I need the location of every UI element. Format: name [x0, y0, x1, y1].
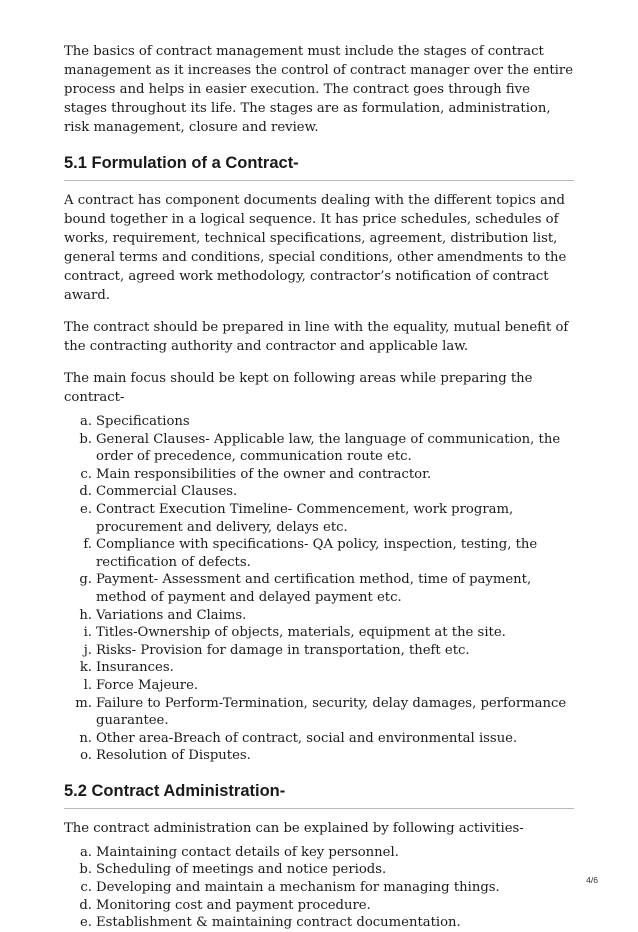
list-item — [64, 431, 574, 466]
list-item — [64, 677, 574, 695]
list-marker: l. — [83, 677, 92, 693]
list-item-text: Contract Execution Timeline- Commencement, work program, procurement and delivery, delays etc. — [96, 501, 514, 535]
administration-list — [64, 844, 574, 932]
list-item — [64, 536, 574, 571]
formulation-paragraph-3: The main focus should be kept on following areas while preparing the contract- — [64, 371, 533, 405]
list-item-text: Force Majeure. — [96, 677, 199, 693]
list-marker: f. — [83, 537, 92, 553]
list-item — [64, 642, 574, 660]
formulation-list — [64, 413, 574, 765]
list-item — [64, 624, 574, 642]
list-marker: a. — [79, 844, 92, 860]
list-marker: k. — [79, 660, 92, 676]
list-marker: i. — [83, 625, 92, 641]
document-page — [64, 42, 574, 932]
list-marker: c. — [80, 880, 92, 896]
list-item — [64, 897, 574, 915]
list-item-text: Maintaining contact details of key personnel. — [96, 844, 399, 860]
list-item-text: Specifications — [96, 414, 190, 429]
list-item — [64, 607, 574, 625]
list-marker: m. — [75, 695, 92, 711]
list-item-text: Titles-Ownership of objects, materials, equipment at the site. — [96, 625, 506, 641]
list-item-text: Scheduling of meetings and notice periods. — [96, 862, 387, 878]
list-item — [64, 730, 574, 748]
list-item — [64, 861, 574, 879]
list-marker: h. — [79, 607, 92, 623]
list-marker: c. — [80, 466, 92, 482]
section-heading-administration: 5.2 Contract Administration- — [64, 781, 574, 809]
list-item — [64, 483, 574, 501]
list-item — [64, 659, 574, 677]
list-item-text: Main responsibilities of the owner and contractor. — [96, 466, 432, 482]
list-item — [64, 413, 574, 431]
list-item-text: Resolution of Disputes. — [96, 748, 251, 764]
intro-paragraph: The basics of contract management must include the stages of contract management as it increases the control of contract manager over the entire process and helps in easier execution. The contract goes through five stages throughout its life. The stages are as formulation, administration, risk management, closure and review. — [64, 44, 573, 135]
list-marker: g. — [79, 572, 92, 588]
list-item — [64, 914, 574, 932]
administration-paragraph-1: The contract administration can be explained by following activities- — [64, 820, 524, 836]
formulation-paragraph-1: A contract has component documents dealing with the different topics and bound together in a logical sequence. It has price schedules, schedules of works, requirement, technical specifications, agreement, distribution list, general terms and conditions, special conditions, other amendments to the contract, agreed work methodology, contractor’s notification of contract award. — [64, 193, 567, 303]
list-item-text: Monitoring cost and payment procedure. — [96, 897, 371, 913]
list-marker: e. — [80, 501, 92, 517]
list-marker: d. — [79, 897, 92, 913]
list-item — [64, 695, 574, 730]
list-item — [64, 879, 574, 897]
list-marker: n. — [79, 730, 92, 746]
list-marker: j. — [83, 642, 92, 658]
list-item — [64, 466, 574, 484]
list-item-text: Establishment & maintaining contract documentation. — [96, 915, 461, 931]
list-item-text: Other area-Breach of contract, social and environmental issue. — [96, 730, 518, 746]
list-item — [64, 571, 574, 606]
list-item-text: Variations and Claims. — [96, 607, 247, 623]
list-item-text: Insurances. — [96, 660, 174, 676]
list-item-text: Payment- Assessment and certification method, time of payment, method of payment and delayed payment etc. — [96, 572, 532, 605]
list-marker: e. — [80, 915, 92, 931]
section-heading-formulation: 5.1 Formulation of a Contract- — [64, 153, 574, 181]
list-marker: o. — [80, 748, 92, 764]
list-item-text: General Clauses- Applicable law, the language of communication, the order of precedence, communication route etc. — [96, 431, 561, 465]
list-item-text: Compliance with specifications- QA policy, inspection, testing, the rectification of defects. — [96, 537, 538, 570]
list-marker: a. — [79, 414, 92, 429]
list-item-text: Commercial Clauses. — [96, 484, 238, 500]
page-number: 4/6 — [586, 875, 598, 885]
list-item — [64, 844, 574, 862]
list-item-text: Developing and maintain a mechanism for managing things. — [96, 880, 500, 896]
formulation-paragraph-2: The contract should be prepared in line with the equality, mutual benefit of the contracting authority and contractor and applicable law. — [64, 320, 569, 354]
list-item — [64, 747, 574, 765]
list-marker: b. — [79, 862, 92, 878]
list-marker: d. — [79, 484, 92, 500]
list-item-text: Failure to Perform-Termination, security, delay damages, performance guarantee. — [96, 695, 567, 729]
list-item — [64, 501, 574, 536]
list-item-text: Risks- Provision for damage in transportation, theft etc. — [96, 642, 470, 658]
list-marker: b. — [79, 431, 92, 447]
